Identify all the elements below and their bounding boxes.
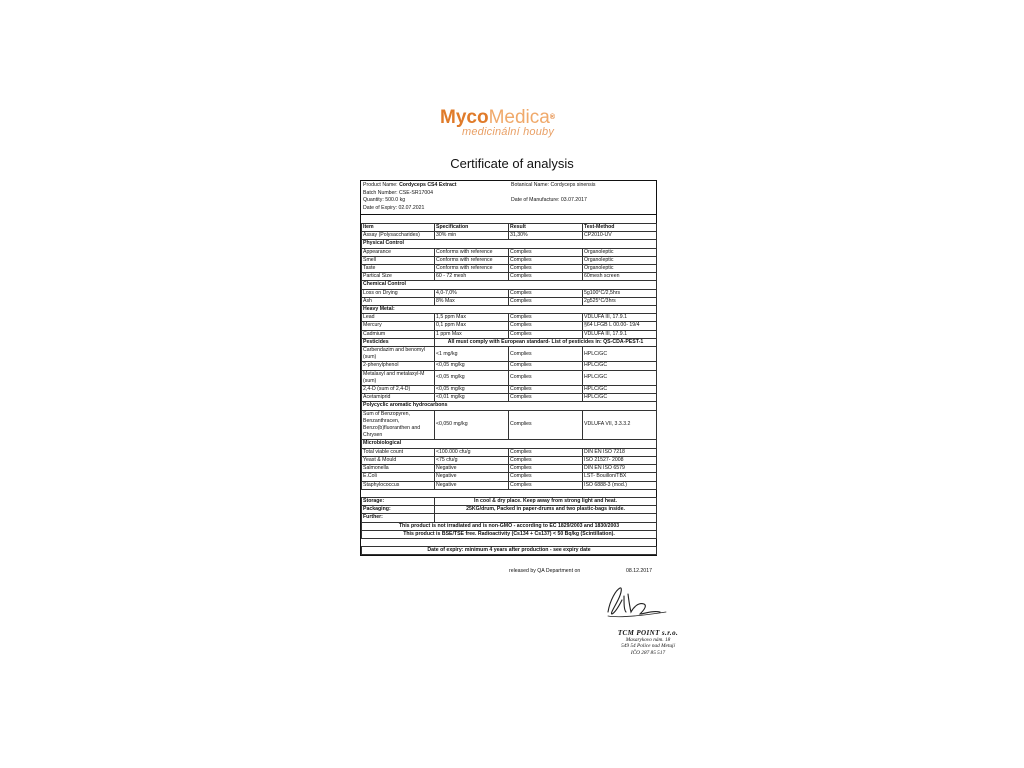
cell-method: HPLC/GC bbox=[583, 386, 657, 394]
cell-result: 31,30% bbox=[509, 232, 583, 240]
cell-item: Sum of Benzopyren, Benzanthracen, Benzo(b)fluoranthen and Chrysen bbox=[362, 410, 435, 440]
cell-specification: 0,1 ppm Max bbox=[435, 322, 509, 330]
logo-tagline: medicinální houby bbox=[462, 126, 555, 138]
release-text: released by QA Department on bbox=[509, 568, 581, 574]
spacer-cell bbox=[362, 489, 657, 497]
table-row bbox=[362, 330, 657, 338]
cell-result: Complies bbox=[509, 314, 583, 322]
logo-myco: Myco bbox=[440, 107, 489, 128]
product-name-label: Product Name: bbox=[363, 182, 398, 188]
cell-result: Complies bbox=[509, 362, 583, 370]
cell-item: Ash bbox=[362, 297, 435, 305]
storage-row bbox=[362, 497, 657, 505]
product-name bbox=[363, 182, 511, 190]
cell-specification: <0,05 mg/kg bbox=[435, 386, 509, 394]
cell-item: Loss on Drying bbox=[362, 289, 435, 297]
cell-method: 2g525°C/3hrs bbox=[583, 297, 657, 305]
logo-registered-mark: ® bbox=[549, 114, 555, 121]
stamp-id: IČO 287 85 517 bbox=[630, 649, 666, 656]
cell-method: LST- Bouillon/TBX bbox=[583, 473, 657, 481]
cell-result: Complies bbox=[509, 370, 583, 385]
gmo-row bbox=[362, 522, 657, 530]
cell-item: Yeast & Mould bbox=[362, 456, 435, 464]
table-row bbox=[362, 410, 657, 440]
section-title: Physical Control bbox=[362, 240, 657, 248]
table-row bbox=[362, 289, 657, 297]
section-title: Microbiological bbox=[362, 440, 657, 448]
cell-result: Complies bbox=[509, 265, 583, 273]
further-row bbox=[362, 514, 657, 522]
cell-item: Assay (Polysaccharides) bbox=[362, 232, 435, 240]
cell-method: HPLC/GC bbox=[583, 362, 657, 370]
cell-item: Salmonella bbox=[362, 465, 435, 473]
spacer-row bbox=[362, 538, 657, 546]
logo-medica: Medica bbox=[488, 107, 550, 128]
cell-specification: 4,0-7,0% bbox=[435, 289, 509, 297]
certificate-sheet bbox=[360, 180, 657, 556]
cell-method: VDLUFA III, 17.9.1 bbox=[583, 314, 657, 322]
quantity: Quantity: 500.0 kg bbox=[363, 197, 406, 203]
cell-specification: Negative bbox=[435, 473, 509, 481]
release-date: 08.12.2017 bbox=[626, 568, 652, 574]
cell-item: Metalaxyl and metalaxyl-M (sum) bbox=[362, 370, 435, 385]
cell-specification: <0,05 mg/kg bbox=[435, 362, 509, 370]
footer-note: This product is not irradiated and is non-GMO - according to EC 1829/2003 and 1830/2003 bbox=[362, 522, 657, 530]
section-gap bbox=[361, 214, 656, 223]
cell-item: Cadmium bbox=[362, 330, 435, 338]
cell-specification: <0,05 mg/kg bbox=[435, 370, 509, 385]
manufacture-date: Date of Manufacture: 03.07.2017 bbox=[511, 197, 587, 203]
cell-method: 5g100°C/2,5hrs bbox=[583, 289, 657, 297]
section-title: Chemical Control bbox=[362, 281, 657, 289]
cell-result: Complies bbox=[509, 248, 583, 256]
cell-specification: <75 cfu/g bbox=[435, 456, 509, 464]
cell-item: Mercury bbox=[362, 322, 435, 330]
bse-row bbox=[362, 530, 657, 538]
cell-item: Lead bbox=[362, 314, 435, 322]
cell-specification: Conforms with reference bbox=[435, 256, 509, 264]
table-row bbox=[362, 224, 657, 232]
section-pah bbox=[362, 402, 657, 410]
footer-note: Date of expiry: minimum 4 years after production - see expiry date bbox=[362, 547, 657, 555]
table-row bbox=[362, 256, 657, 264]
cell-item: Partical Size bbox=[362, 273, 435, 281]
header-spacer bbox=[511, 190, 658, 198]
table-row bbox=[362, 314, 657, 322]
cell-specification: Conforms with reference bbox=[435, 248, 509, 256]
document-title: Certificate of analysis bbox=[450, 156, 574, 171]
cell-item: Appearance bbox=[362, 248, 435, 256]
cell-specification: Negative bbox=[435, 465, 509, 473]
cell-specification: 1,5 ppm Max bbox=[435, 314, 509, 322]
cell-specification: <0,01 mg/kg bbox=[435, 394, 509, 402]
table-row bbox=[362, 232, 657, 240]
footer-value: 25KG/drum, Packed in paper-drums and two plastic-bags inside. bbox=[435, 506, 657, 514]
cell-specification: Specification bbox=[435, 224, 509, 232]
cell-method: ISO 21527- 2008 bbox=[583, 456, 657, 464]
cell-result: Complies bbox=[509, 322, 583, 330]
cell-item: 2,4-D (sum of 2,4-D) bbox=[362, 386, 435, 394]
table-row bbox=[362, 322, 657, 330]
table-row bbox=[362, 473, 657, 481]
footer-value bbox=[435, 514, 657, 522]
cell-method: Organoleptic bbox=[583, 248, 657, 256]
mycomedica-logo bbox=[440, 108, 600, 142]
cell-item: E.Coli bbox=[362, 473, 435, 481]
stamp-street: Masarykovo nám. 18 bbox=[625, 636, 671, 643]
cell-result: Complies bbox=[509, 256, 583, 264]
table-row bbox=[362, 448, 657, 456]
footer-note: This product is BSE/TSE free. Radioactivity (Cs134 + Cs137) < 50 Bq/kg (Scintillation). bbox=[362, 530, 657, 538]
cell-item: Taste bbox=[362, 265, 435, 273]
product-header bbox=[361, 181, 656, 214]
cell-method: Organoleptic bbox=[583, 256, 657, 264]
packaging-row bbox=[362, 506, 657, 514]
section-microbiological bbox=[362, 440, 657, 448]
stamp-city: 549 54 Police nad Metují bbox=[621, 643, 675, 650]
table-row bbox=[362, 362, 657, 370]
cell-result: Complies bbox=[509, 347, 583, 362]
table-row bbox=[362, 394, 657, 402]
cell-specification: Conforms with reference bbox=[435, 265, 509, 273]
cell-method: Organoleptic bbox=[583, 265, 657, 273]
pesticides-note: All must comply with European standard- List of pesticides in: QS-CDA-PEST-1 bbox=[435, 338, 657, 346]
cell-item: Acetamiprid bbox=[362, 394, 435, 402]
cell-result: Complies bbox=[509, 386, 583, 394]
cell-result: Complies bbox=[509, 465, 583, 473]
cell-item: Staphylococcus bbox=[362, 481, 435, 489]
table-row bbox=[362, 456, 657, 464]
section-heavy-metal bbox=[362, 306, 657, 314]
cell-result: Complies bbox=[509, 297, 583, 305]
batch-number: Batch Number: CSE-SR17004 bbox=[363, 189, 434, 196]
cell-result: Complies bbox=[509, 410, 583, 440]
cell-method: HPLC/GC bbox=[583, 394, 657, 402]
cell-specification: 1 ppm Max bbox=[435, 330, 509, 338]
footer-label: Further: bbox=[362, 514, 435, 522]
table-row bbox=[362, 481, 657, 489]
company-stamp bbox=[608, 630, 688, 656]
cell-method: §64 LFGB L 00.00- 19/4 bbox=[583, 322, 657, 330]
cell-specification: <1 mg/kg bbox=[435, 347, 509, 362]
cell-method: Test-Method bbox=[583, 224, 657, 232]
cell-method: ISO 6888-3 (mod.) bbox=[583, 481, 657, 489]
spacer-cell bbox=[362, 538, 657, 546]
table-row bbox=[362, 370, 657, 385]
footer-label: Storage: bbox=[362, 497, 435, 505]
logo-wordmark bbox=[440, 108, 600, 128]
header-spacer bbox=[511, 205, 658, 213]
section-physical-control bbox=[362, 240, 657, 248]
cell-result: Complies bbox=[509, 448, 583, 456]
table-row bbox=[362, 265, 657, 273]
stamp-company: TCM POINT s.r.o. bbox=[617, 629, 679, 637]
table-row bbox=[362, 347, 657, 362]
section-title: Heavy Metal: bbox=[362, 306, 657, 314]
cell-item: Smell bbox=[362, 256, 435, 264]
cell-item: Item bbox=[362, 224, 435, 232]
cell-method: DIN EN ISO 6579 bbox=[583, 465, 657, 473]
expiry-note-row bbox=[362, 547, 657, 555]
section-pesticides bbox=[362, 338, 657, 346]
cell-result: Complies bbox=[509, 481, 583, 489]
cell-method: HPLC/GC bbox=[583, 370, 657, 385]
cell-specification: <0,050 mg/kg bbox=[435, 410, 509, 440]
table-row bbox=[362, 273, 657, 281]
cell-method: DIN EN ISO 7218 bbox=[583, 448, 657, 456]
cell-method: VDLUFA III, 17.9.1 bbox=[583, 330, 657, 338]
cell-specification: <100.000 cfu/g bbox=[435, 448, 509, 456]
analysis-table bbox=[361, 223, 657, 555]
cell-result: Complies bbox=[509, 473, 583, 481]
cell-result: Complies bbox=[509, 273, 583, 281]
cell-result: Complies bbox=[509, 289, 583, 297]
signature bbox=[600, 582, 686, 622]
table-row bbox=[362, 465, 657, 473]
table-row bbox=[362, 248, 657, 256]
cell-specification: 30% min bbox=[435, 232, 509, 240]
spacer-row bbox=[362, 489, 657, 497]
cell-result: Complies bbox=[509, 456, 583, 464]
cell-method: HPLC/GC bbox=[583, 347, 657, 362]
cell-result: Complies bbox=[509, 330, 583, 338]
cell-result: Result bbox=[509, 224, 583, 232]
cell-specification: 8% Max bbox=[435, 297, 509, 305]
cell-specification: 60 - 72 mesh bbox=[435, 273, 509, 281]
product-name-value: Cordyceps CS4 Extract bbox=[399, 182, 457, 188]
footer-label: Packaging: bbox=[362, 506, 435, 514]
section-title: Pesticides bbox=[362, 338, 435, 346]
section-title: Polycyclic aromatic hydrocarbons bbox=[362, 402, 657, 410]
cell-method: CP2010-UV bbox=[583, 232, 657, 240]
footer-value: In cool & dry place. Keep away from strong light and heat. bbox=[435, 497, 657, 505]
cell-item: Carbendazim and benomyl (sum) bbox=[362, 347, 435, 362]
table-row bbox=[362, 386, 657, 394]
section-chemical-control bbox=[362, 281, 657, 289]
cell-method: 60mesh screen bbox=[583, 273, 657, 281]
cell-item: 2-phenylphenol bbox=[362, 362, 435, 370]
expiry-date: Date of Expiry: 02.07.2021 bbox=[363, 204, 425, 211]
cell-item: Total viable count bbox=[362, 448, 435, 456]
cell-method: VDLUFA VII, 3.3.3.2 bbox=[583, 410, 657, 440]
cell-specification: Negative bbox=[435, 481, 509, 489]
botanical-name: Botanical Name: Cordyceps sinensis bbox=[511, 182, 596, 188]
cell-result: Complies bbox=[509, 394, 583, 402]
table-row bbox=[362, 297, 657, 305]
